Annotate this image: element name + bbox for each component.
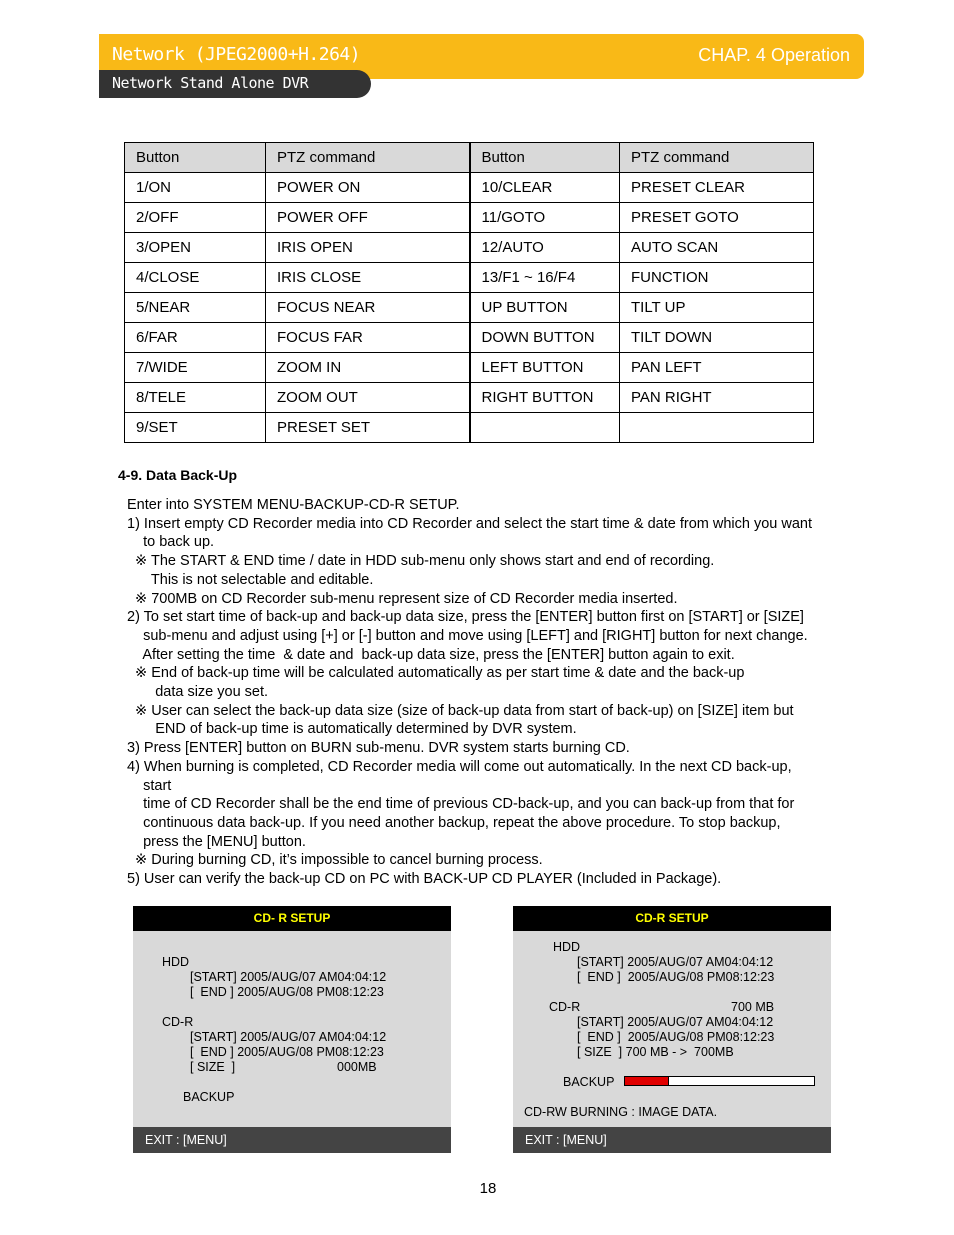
ptz-command-table <box>124 142 814 443</box>
table-header-row <box>125 143 814 173</box>
table-cell: PRESET GOTO <box>620 203 814 233</box>
hdd-start: [START] 2005/AUG/07 AM04:04:12 <box>577 955 774 969</box>
body-line: ※ During burning CD, it’s impossible to cancel burning process. <box>127 852 543 869</box>
table-row <box>125 293 814 323</box>
body-line: END of back-up time is automatically determined by DVR system. <box>127 721 577 738</box>
table-cell: IRIS OPEN <box>266 233 470 263</box>
exit-menu-label: EXIT : [MENU] <box>525 1133 607 1147</box>
hdd-label: HDD <box>162 955 190 969</box>
table-cell: 6/FAR <box>125 323 266 353</box>
burn-progress-bar <box>624 1076 815 1086</box>
table-cell: AUTO SCAN <box>620 233 814 263</box>
table-cell: FOCUS NEAR <box>266 293 470 323</box>
body-line: time of CD Recorder shall be the end time of previous CD-back-up, and you can back-up from that for <box>127 796 795 813</box>
header-title: Network (JPEG2000+H.264) <box>112 44 361 65</box>
section-body <box>127 496 867 889</box>
table-header-cell: Button <box>470 143 620 173</box>
cdr-end: [ END ] 2005/AUG/08 PM08:12:23 <box>577 1030 775 1044</box>
table-row <box>125 263 814 293</box>
table-row <box>125 383 814 413</box>
table-cell: 12/AUTO <box>470 233 620 263</box>
body-line: ※ 700MB on CD Recorder sub-menu represent size of CD Recorder media inserted. <box>127 590 678 607</box>
table-cell: PAN RIGHT <box>620 383 814 413</box>
panel-footer <box>513 1127 831 1153</box>
table-cell: 2/OFF <box>125 203 266 233</box>
table-cell <box>470 413 620 443</box>
body-line: After setting the time & date and back-up data size, press the [ENTER] button again to exit. <box>127 646 735 663</box>
table-cell: 10/CLEAR <box>470 173 620 203</box>
body-line: to back up. <box>127 534 215 551</box>
table-cell: POWER OFF <box>266 203 470 233</box>
table-cell: 11/GOTO <box>470 203 620 233</box>
table-row <box>125 353 814 383</box>
backup-label: BACKUP <box>563 1075 615 1089</box>
cdr-start: [START] 2005/AUG/07 AM04:04:12 <box>577 1015 774 1029</box>
table-row <box>125 413 814 443</box>
backup-label: BACKUP <box>183 1090 235 1104</box>
table-cell: 5/NEAR <box>125 293 266 323</box>
table-cell: PAN LEFT <box>620 353 814 383</box>
cdr-label: CD-R <box>162 1015 194 1029</box>
body-line: press the [MENU] button. <box>127 833 306 850</box>
table-cell: RIGHT BUTTON <box>470 383 620 413</box>
table-row <box>125 203 814 233</box>
chapter-label: CHAP. 4 Operation <box>698 45 850 65</box>
table-header-cell: PTZ command <box>620 143 814 173</box>
table-cell <box>620 413 814 443</box>
table-cell: 13/F1 ~ 16/F4 <box>470 263 620 293</box>
table-cell: ZOOM IN <box>266 353 470 383</box>
table-cell: 1/ON <box>125 173 266 203</box>
hdd-start: [START] 2005/AUG/07 AM04:04:12 <box>190 970 387 984</box>
section-title: 4-9. Data Back-Up <box>118 467 238 483</box>
burn-status: CD-RW BURNING : IMAGE DATA. <box>524 1105 718 1119</box>
body-line: This is not selectable and editable. <box>127 571 374 588</box>
panel-title: CD- R SETUP <box>133 906 451 931</box>
table-cell: TILT DOWN <box>620 323 814 353</box>
body-line: start <box>127 777 172 794</box>
burn-progress-fill <box>625 1077 669 1085</box>
table-cell: FUNCTION <box>620 263 814 293</box>
cdr-start: [START] 2005/AUG/07 AM04:04:12 <box>190 1030 387 1044</box>
size-line: [ SIZE ] 700 MB - > 700MB <box>577 1045 734 1059</box>
table-cell: DOWN BUTTON <box>470 323 620 353</box>
body-line: data size you set. <box>127 684 269 701</box>
cdr-label: CD-R <box>549 1000 581 1014</box>
table-cell: 9/SET <box>125 413 266 443</box>
body-line: ※ The START & END time / date in HDD sub-menu only shows start and end of recording. <box>127 553 715 570</box>
body-line: ※ End of back-up time will be calculated automatically as per start time & date and the back-up <box>127 665 745 682</box>
body-line: 4) When burning is completed, CD Recorder media will come out automatically. In the next CD back-up, <box>127 758 792 775</box>
page-number: 18 <box>479 1180 497 1197</box>
hdd-label: HDD <box>553 940 581 954</box>
table-cell: ZOOM OUT <box>266 383 470 413</box>
size-label: [ SIZE ] <box>190 1060 236 1074</box>
table-row <box>125 323 814 353</box>
hdd-end: [ END ] 2005/AUG/08 PM08:12:23 <box>190 985 384 999</box>
table-header-cell: Button <box>125 143 266 173</box>
table-cell: 3/OPEN <box>125 233 266 263</box>
body-line: Enter into SYSTEM MENU-BACKUP-CD-R SETUP. <box>127 497 460 513</box>
size-value: 000MB <box>337 1060 377 1074</box>
hdd-end: [ END ] 2005/AUG/08 PM08:12:23 <box>577 970 775 984</box>
cdr-end: [ END ] 2005/AUG/08 PM08:12:23 <box>190 1045 384 1059</box>
table-cell: PRESET CLEAR <box>620 173 814 203</box>
table-header-cell: PTZ command <box>266 143 470 173</box>
table-cell: TILT UP <box>620 293 814 323</box>
table-cell: 8/TELE <box>125 383 266 413</box>
body-line: continuous data back-up. If you need another backup, repeat the above procedure. To stop backup, <box>127 814 781 831</box>
cdr-capacity: 700 MB <box>731 1000 775 1014</box>
panel-title: CD-R SETUP <box>513 906 831 931</box>
body-line: 3) Press [ENTER] button on BURN sub-menu. DVR system starts burning CD. <box>127 740 630 757</box>
table-cell: LEFT BUTTON <box>470 353 620 383</box>
body-line: ※ User can select the back-up data size (size of back-up data from start of back-up) on [SIZE] item but <box>127 702 794 719</box>
body-line: 5) User can verify the back-up CD on PC with BACK-UP CD PLAYER (Included in Package). <box>127 871 722 888</box>
table-cell: PRESET SET <box>266 413 470 443</box>
table-cell: IRIS CLOSE <box>266 263 470 293</box>
cdr-setup-panel-burning <box>513 906 831 1153</box>
exit-menu-label: EXIT : [MENU] <box>145 1133 227 1147</box>
table-cell: 7/WIDE <box>125 353 266 383</box>
table-row <box>125 173 814 203</box>
body-line: 2) To set start time of back-up and back-up data size, press the [ENTER] button first on [START] or [SIZE] <box>127 609 804 626</box>
table-cell: 4/CLOSE <box>125 263 266 293</box>
cdr-setup-panel-initial <box>133 906 451 1153</box>
table-cell: POWER ON <box>266 173 470 203</box>
header-subtitle: Network Stand Alone DVR <box>112 74 309 92</box>
table-cell: FOCUS FAR <box>266 323 470 353</box>
table-cell: UP BUTTON <box>470 293 620 323</box>
body-line: 1) Insert empty CD Recorder media into CD Recorder and select the start time & date from which you want <box>127 515 813 532</box>
panel-footer <box>133 1127 451 1153</box>
table-row <box>125 233 814 263</box>
body-line: sub-menu and adjust using [+] or [-] button and move using [LEFT] and [RIGHT] button for next change. <box>127 627 808 644</box>
